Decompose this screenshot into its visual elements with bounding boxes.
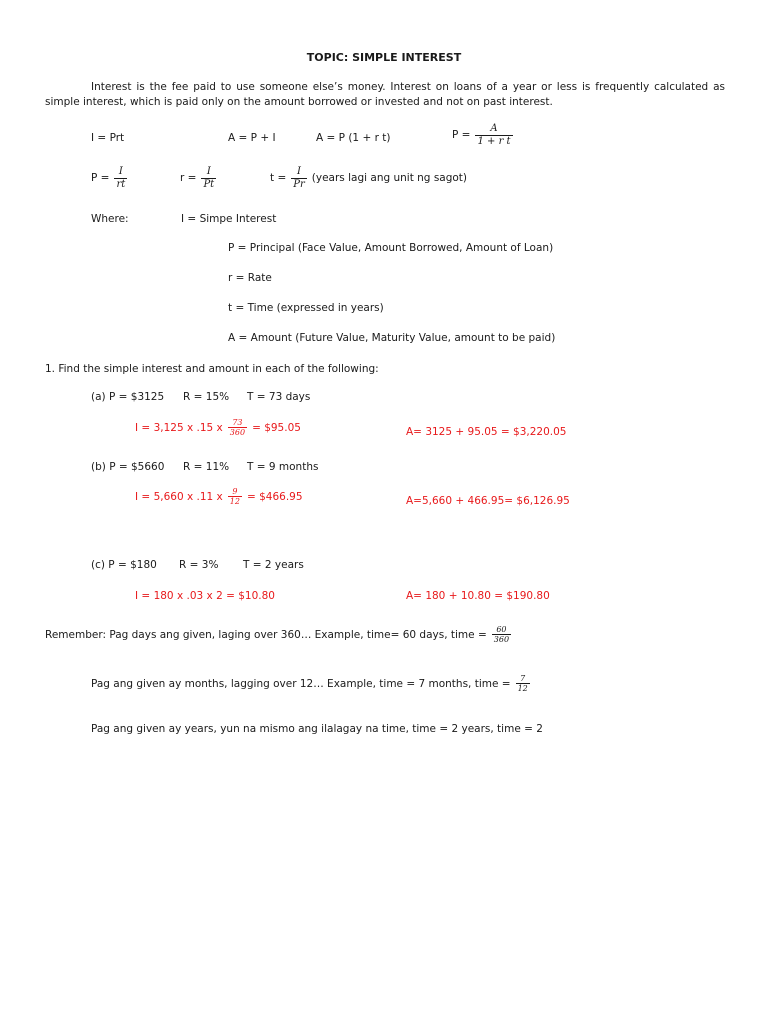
item-a-time: T = 73 days (247, 391, 311, 403)
definition-p: P = Principal (Face Value, Amount Borrowed, Amount of Loan) (228, 242, 554, 254)
fraction-numerator: 9 (232, 487, 238, 496)
item-b-time: T = 9 months (247, 461, 319, 473)
definition-t: t = Time (expressed in years) (228, 302, 384, 314)
item-a-rate: R = 15% (183, 391, 230, 403)
fraction-denominator: Pt (203, 178, 215, 190)
fraction (114, 167, 127, 190)
item-b-rate: R = 11% (183, 461, 230, 473)
item-a-amount: A= 3125 + 95.05 = $3,220.05 (406, 426, 567, 438)
fraction (228, 488, 242, 507)
page-title: TOPIC: SIMPLE INTEREST (306, 51, 462, 64)
fraction-denominator: 1 + r t (477, 135, 511, 147)
item-a-interest (135, 419, 301, 438)
fraction (492, 626, 511, 645)
interest-result: = $95.05 (252, 421, 301, 434)
formula-lhs: P = (91, 172, 110, 185)
fraction-numerator: I (118, 166, 123, 177)
interest-result: = $466.95 (246, 490, 303, 503)
formula-lhs: r = (180, 172, 197, 185)
intro-paragraph (45, 80, 725, 110)
problem-statement: 1. Find the simple interest and amount in each of the following: (45, 363, 379, 375)
fraction-denominator: rt (116, 178, 126, 190)
formula-lhs: P = (452, 129, 471, 142)
fraction-denominator: 360 (229, 428, 246, 438)
fraction-numerator: 73 (232, 418, 243, 427)
formula-a-p-1rt: A = P (1 + r t) (316, 132, 391, 144)
item-c-rate: R = 3% (179, 559, 219, 571)
interest-expression: I = 5,660 x .11 x (135, 490, 223, 503)
interest-expression: I = 3,125 x .15 x (135, 421, 223, 434)
item-b-interest (135, 488, 303, 507)
item-c-interest: I = 180 x .03 x 2 = $10.80 (135, 590, 275, 602)
fraction (201, 167, 216, 190)
where-label: Where: (91, 213, 129, 225)
definition-i: I = Simpe Interest (181, 213, 277, 225)
fraction-denominator: 12 (517, 684, 528, 694)
formula-r-from-i (180, 167, 218, 190)
fraction-denominator: 12 (229, 497, 240, 507)
definition-r: r = Rate (228, 272, 272, 284)
item-b-amount: A=5,660 + 466.95= $6,126.95 (406, 495, 570, 507)
formula-a-p-plus-i: A = P + I (228, 132, 276, 144)
fraction-denominator: Pr (293, 178, 305, 190)
formula-note: (years lagi ang unit ng sagot) (311, 172, 468, 185)
formula-t-from-i (270, 167, 467, 190)
remember-days-text: Remember: Pag days ang given, laging over 360… Example, time= 60 days, time = (45, 628, 487, 641)
formula-p-from-i (91, 167, 129, 190)
formula-i-prt: I = Prt (91, 132, 125, 144)
remember-months (91, 675, 532, 694)
item-c-amount: A= 180 + 10.80 = $190.80 (406, 590, 550, 602)
item-b-principal: (b) P = $5660 (91, 461, 165, 473)
item-c-principal: (c) P = $180 (91, 559, 157, 571)
definition-a: A = Amount (Future Value, Maturity Value, amount to be paid) (228, 332, 556, 344)
fraction-denominator: 360 (493, 635, 510, 645)
formula-p-from-a (452, 124, 515, 147)
intro-text: Interest is the fee paid to use someone else’s money. Interest on loans of a year or less is frequently calculated as simple interest, which is paid only on the amount borrowed or invested and not on past interest. (45, 81, 725, 108)
fraction (475, 124, 512, 147)
remember-days (45, 626, 513, 645)
fraction-numerator: 60 (496, 625, 507, 634)
fraction-numerator: A (490, 123, 498, 134)
formula-lhs: t = (270, 172, 287, 185)
item-c-time: T = 2 years (243, 559, 304, 571)
remember-years: Pag ang given ay years, yun na mismo ang ilalagay na time, time = 2 years, time = 2 (91, 723, 543, 735)
fraction (291, 167, 307, 190)
fraction-numerator: I (206, 166, 211, 177)
remember-months-text: Pag ang given ay months, lagging over 12… Example, time = 7 months, time = (91, 677, 511, 690)
item-a-principal: (a) P = $3125 (91, 391, 165, 403)
fraction (228, 419, 247, 438)
fraction-numerator: 7 (520, 674, 526, 683)
fraction-numerator: I (297, 166, 301, 177)
fraction (516, 675, 530, 694)
